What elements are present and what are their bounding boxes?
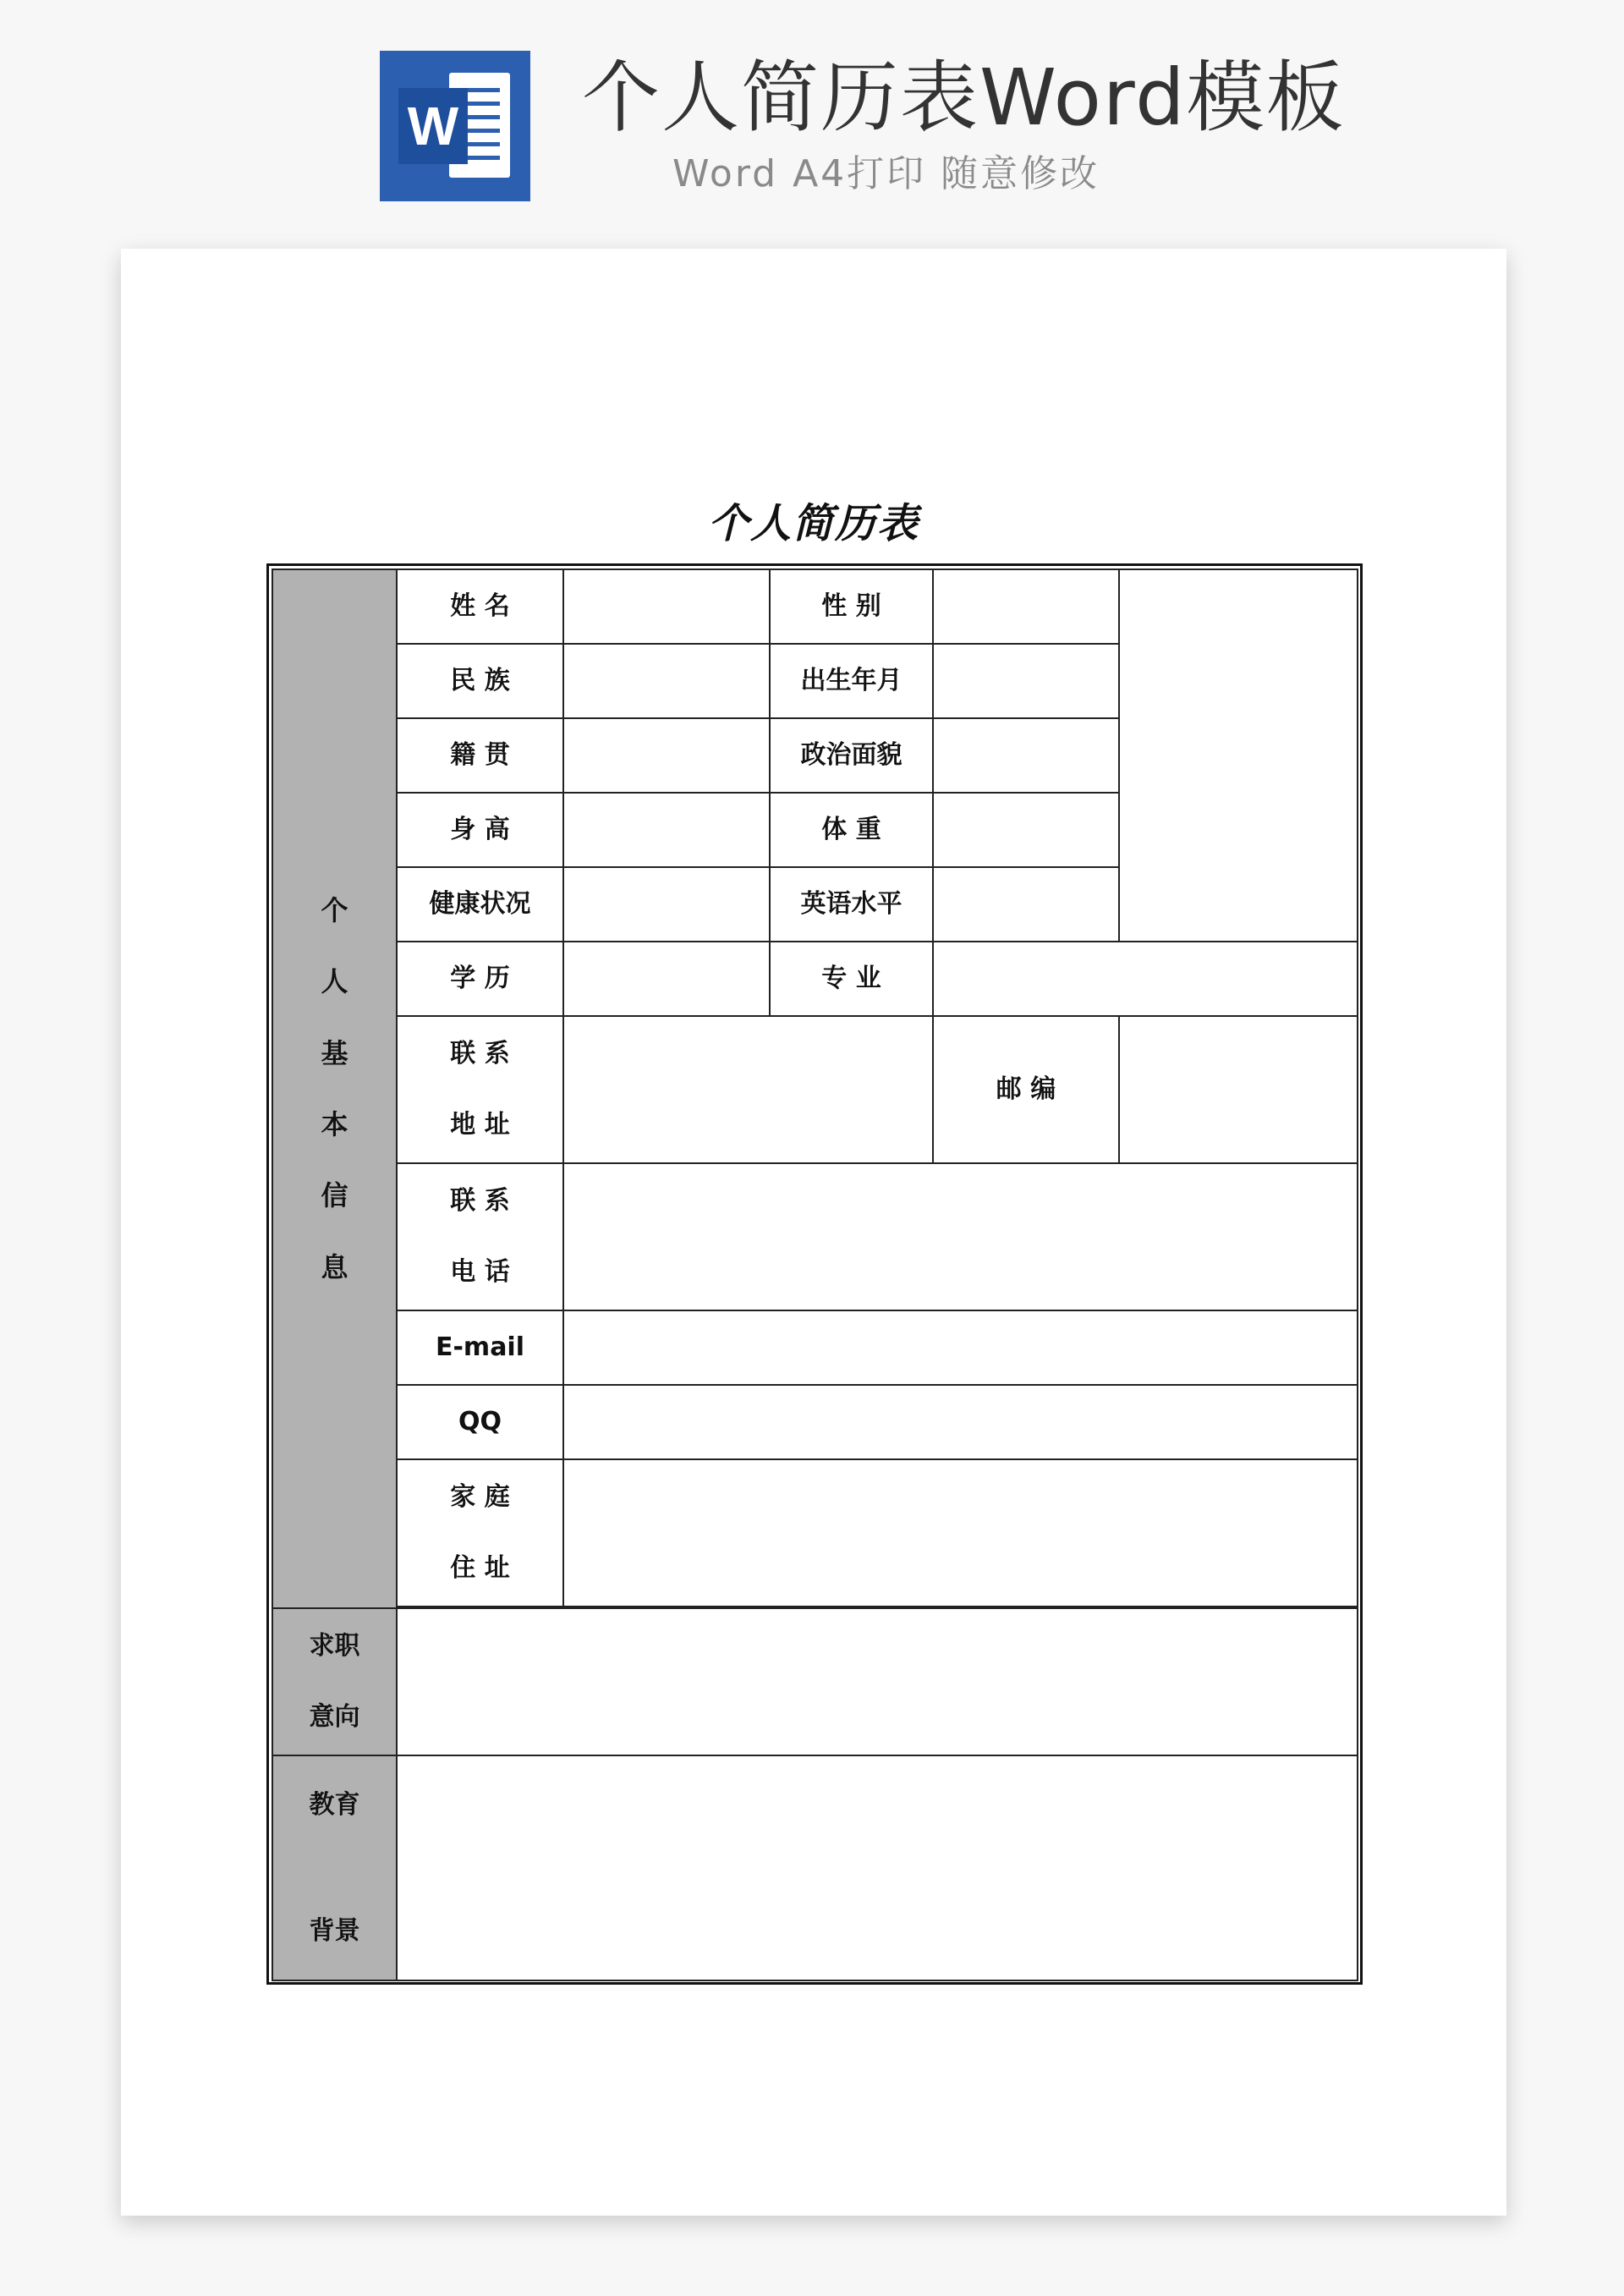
field-gender[interactable]: [933, 569, 1119, 644]
logo-letter: W: [398, 88, 468, 164]
label-phone: 联 系 电 话: [397, 1163, 563, 1310]
label-email: E-mail: [397, 1310, 563, 1385]
label-ethnicity: 民 族: [397, 644, 563, 718]
field-education[interactable]: [563, 942, 770, 1016]
label-weight: 体 重: [770, 793, 933, 867]
label-qq: QQ: [397, 1385, 563, 1459]
label-major: 专 业: [770, 942, 933, 1016]
section-basic-info-title: 个 人 基 本 信 息: [321, 894, 348, 1283]
field-english[interactable]: [933, 867, 1119, 942]
label-political: 政治面貌: [770, 718, 933, 793]
resume-form: [266, 563, 1363, 1985]
field-height[interactable]: [563, 793, 770, 867]
document-page: [121, 249, 1506, 2216]
label-height: 身 高: [397, 793, 563, 867]
field-ethnicity[interactable]: [563, 644, 770, 718]
field-political[interactable]: [933, 718, 1119, 793]
label-address: 联 系 地 址: [397, 1016, 563, 1163]
field-birth[interactable]: [933, 644, 1119, 718]
field-home-address[interactable]: [563, 1459, 1358, 1607]
label-home-address: 家 庭 住 址: [397, 1459, 563, 1607]
banner-title: 个人简历表Word模板: [582, 52, 1346, 143]
section-basic-info: [272, 569, 397, 1608]
field-native-place[interactable]: [563, 718, 770, 793]
field-email[interactable]: [563, 1310, 1358, 1385]
banner: [0, 0, 1624, 220]
field-postcode[interactable]: [1119, 1016, 1358, 1163]
label-name: 姓 名: [397, 569, 563, 644]
document-title: 个人简历表: [707, 500, 919, 547]
label-health: 健康状况: [397, 867, 563, 942]
label-job-intent: 求职 意向: [272, 1608, 397, 1755]
field-job-intent[interactable]: [397, 1608, 1358, 1755]
label-english: 英语水平: [770, 867, 933, 942]
field-phone[interactable]: [563, 1163, 1358, 1310]
photo-cell[interactable]: [1119, 569, 1358, 942]
field-major[interactable]: [933, 942, 1358, 1016]
label-birth: 出生年月: [770, 644, 933, 718]
field-qq[interactable]: [563, 1385, 1358, 1459]
banner-subtitle: Word A4打印 随意修改: [672, 152, 1100, 195]
field-edu-background[interactable]: [397, 1755, 1358, 1980]
field-weight[interactable]: [933, 793, 1119, 867]
resume-table: [272, 569, 1358, 1981]
label-edu-background: 教育 背景: [272, 1755, 397, 1980]
field-name[interactable]: [563, 569, 770, 644]
label-native-place: 籍 贯: [397, 718, 563, 793]
field-health[interactable]: [563, 867, 770, 942]
field-address[interactable]: [563, 1016, 933, 1163]
word-logo-icon: [380, 51, 530, 201]
label-gender: 性 别: [770, 569, 933, 644]
label-postcode: 邮 编: [933, 1016, 1119, 1163]
label-education: 学 历: [397, 942, 563, 1016]
